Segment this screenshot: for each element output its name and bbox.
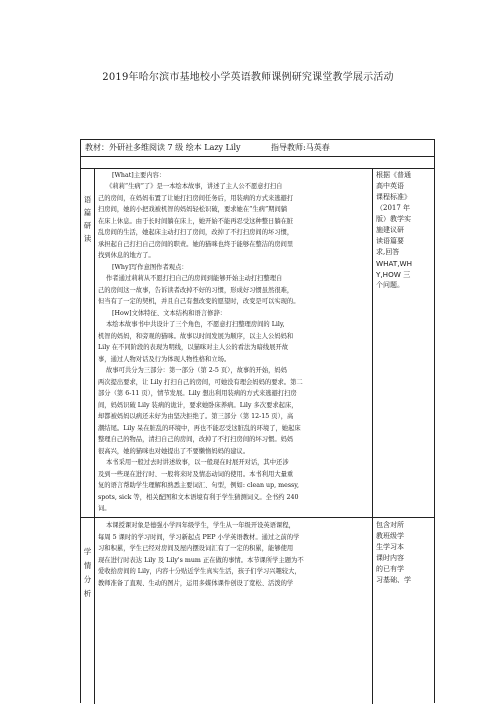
text-line: spots, sick 等，相关配图和文本语境有利于学生猜测词义。全书约 240 [98, 494, 299, 501]
text-line: 己的房间，在妈妈布置了让她打扫房间任务后，用装病的方式来逃避打 [98, 195, 294, 202]
text-line: 每周 5 课时的学习时间，学习新起点 PEP 小学英语教材。通过之前的学 [98, 534, 300, 541]
note-line: 个问题。 [376, 281, 404, 289]
text-line: 教师准备了直观、生动的图片，运用多媒体课件创设了宽松、活泼的学 [98, 580, 294, 587]
label-char: 析 [83, 589, 92, 598]
reading-section-note [372, 169, 434, 518]
text-line: 乱房间的生活，她起床主动打扫了房间，改掉了不打扫房间的坏习惯， [98, 229, 294, 236]
table-header-row [81, 140, 434, 156]
learner-section-label [81, 518, 95, 704]
text-line: 及到一些现在进行时、一般将来时及情态动词的使用。本书利用大量重 [98, 471, 294, 478]
text-line: 却都被妈妈以病还未好为由坚决拒绝了。第三部分（第 12-15 页），高 [98, 413, 294, 420]
reading-section-body [94, 169, 373, 518]
note-line: 课时内容 [376, 554, 404, 562]
text-line: 部分（第 6-11 页），情节发展。Lily 想出利用装病的方式来逃避打扫房 [98, 390, 297, 397]
text-line: 事，通过人物对话及行为体现人物性格和立场。 [98, 356, 231, 363]
label-char: 读 [83, 234, 92, 243]
text-line: 本课授课对象是德强小学四年级学生，学生从一年级开设英语课程， [106, 522, 295, 529]
text-line: 整理自己的物品，清扫自己的房间，改掉了不打扫房间的坏习惯。妈妈 [98, 436, 294, 443]
text-line: 己的房间这一故事，告诉读者改掉不好的习惯，形成好习惯虽然很难， [98, 287, 294, 294]
note-line: 教班级学 [376, 532, 404, 540]
text-line: 间，妈妈识破 Lily 装病的诡计，要求她卧床养病。Lily 多次要求起床， [98, 402, 298, 409]
text-line: Lily 在不同阶段的表现为明线，以猫咪对主人公的看法为暗线展开故 [98, 344, 289, 351]
reading-section-row [81, 168, 434, 518]
text-line: 扫房间，她的小把戏被机智的妈妈轻松识破，要求她在“生病”期间躺 [98, 206, 288, 213]
note-line: 习基础、学 [376, 576, 411, 584]
learner-section-note [372, 518, 434, 704]
text-line: 但当有了一定的契机，并且自己有想改变的愿望时，改变是可以实现的。 [98, 298, 300, 305]
learner-section-body [94, 518, 373, 704]
label-char: 情 [83, 561, 92, 570]
note-line: 生学习本 [376, 543, 404, 551]
text-line: 爱收拾房间的 Lily，内容十分贴近学生真实生活，孩子们学习兴趣较大， [98, 568, 301, 575]
text-line: 故事可共分为三部分：第一部分（第 2-5 页），故事的开始，妈妈 [106, 367, 288, 374]
note-line: 施建议研 [376, 226, 404, 234]
note-line: （2017 年 [376, 204, 411, 212]
text-line: 潮结尾。Lily 呆在脏乱的环境中，再也不能忍受这脏乱的环境了，她起床 [98, 425, 301, 432]
label-char: 语 [83, 195, 92, 204]
text-line: 复的语言帮助学生理解和熟悉主要词汇、句型，例如: clean up, messy, [98, 482, 300, 489]
note-line: 版）教学实 [376, 215, 411, 223]
text-line: [What]主要内容： [112, 172, 166, 179]
text-line: [How]文体特征、文本结构和语言修辞： [112, 310, 227, 317]
material-label: 教材：外研社多维阅读 7 级 绘本 Lazy Lily [85, 143, 241, 152]
text-line: 现在进行时表达 Lily 及 Lily's mum 正在做的事情。本节课所学主题为不 [98, 557, 304, 564]
teacher-label: 指导教师:马英春 [271, 143, 330, 152]
note-line: Y,HOW 三 [376, 270, 411, 279]
label-char: 研 [83, 221, 92, 230]
note-line: 读语篇要 [376, 237, 404, 245]
note-line: 包含对所 [376, 521, 404, 529]
text-line: 很高兴，她的猫咪也对她提出了不要懒惰妈妈的建议。 [98, 448, 250, 455]
reading-section-label [81, 169, 95, 518]
note-line: 课程标准》 [376, 193, 411, 201]
learner-section-row [81, 517, 434, 704]
text-line: 本绘本故事书中共设计了三个角色，不愿意打扫整理房间的 Lily, [106, 321, 285, 328]
text-line: 作者通过莉莉从不愿打扫自己的房间到能够开始主动打扫整理自 [106, 275, 283, 282]
text-line: 在床上休息。由于长时间躺在床上，她开始不能再忍受这种整日躺在脏 [98, 218, 294, 225]
text-line: 机智的妈妈，和旁观的猫咪。故事以时间发展为顺序，以主人公妈妈和 [98, 333, 294, 340]
text-line: 词。 [98, 505, 111, 512]
label-char: 篇 [83, 208, 92, 217]
text-line: 《莉莉“生病”了》是一本绘本故事，讲述了主人公不愿意打扫自 [106, 183, 283, 190]
note-line: 求,回答 [376, 248, 400, 256]
text-line: [Why]写作意图作者观点： [112, 264, 188, 271]
note-line: 高中英语 [376, 182, 404, 190]
note-line: WHAT,WH [376, 259, 413, 268]
text-line: 找到休息的地方了。 [98, 252, 155, 259]
text-line: 两次提出要求，让 Lily 打扫自己的房间，可她没有理会妈妈的要求。第二 [98, 379, 303, 386]
page-title: 2019年哈尔滨市基地校小学英语教师课例研究课堂教学展示活动 [102, 72, 394, 83]
lesson-plan-table [80, 139, 435, 703]
text-line: 习和积累，学生已经对房间及屋内摆设词汇有了一定的积累，能够使用 [98, 545, 294, 552]
text-line: 本书采用一般过去时讲述故事，以一般现在时展开对话，其中还涉 [106, 459, 289, 466]
text-line: 承担起自己打扫自己房间的职责。她的猫咪也终于能够在整洁的房间里 [98, 241, 294, 248]
note-line: 的已有学 [376, 565, 404, 573]
label-char: 分 [83, 575, 92, 584]
note-line: 根据《普通 [376, 171, 411, 179]
label-char: 学 [83, 547, 92, 556]
